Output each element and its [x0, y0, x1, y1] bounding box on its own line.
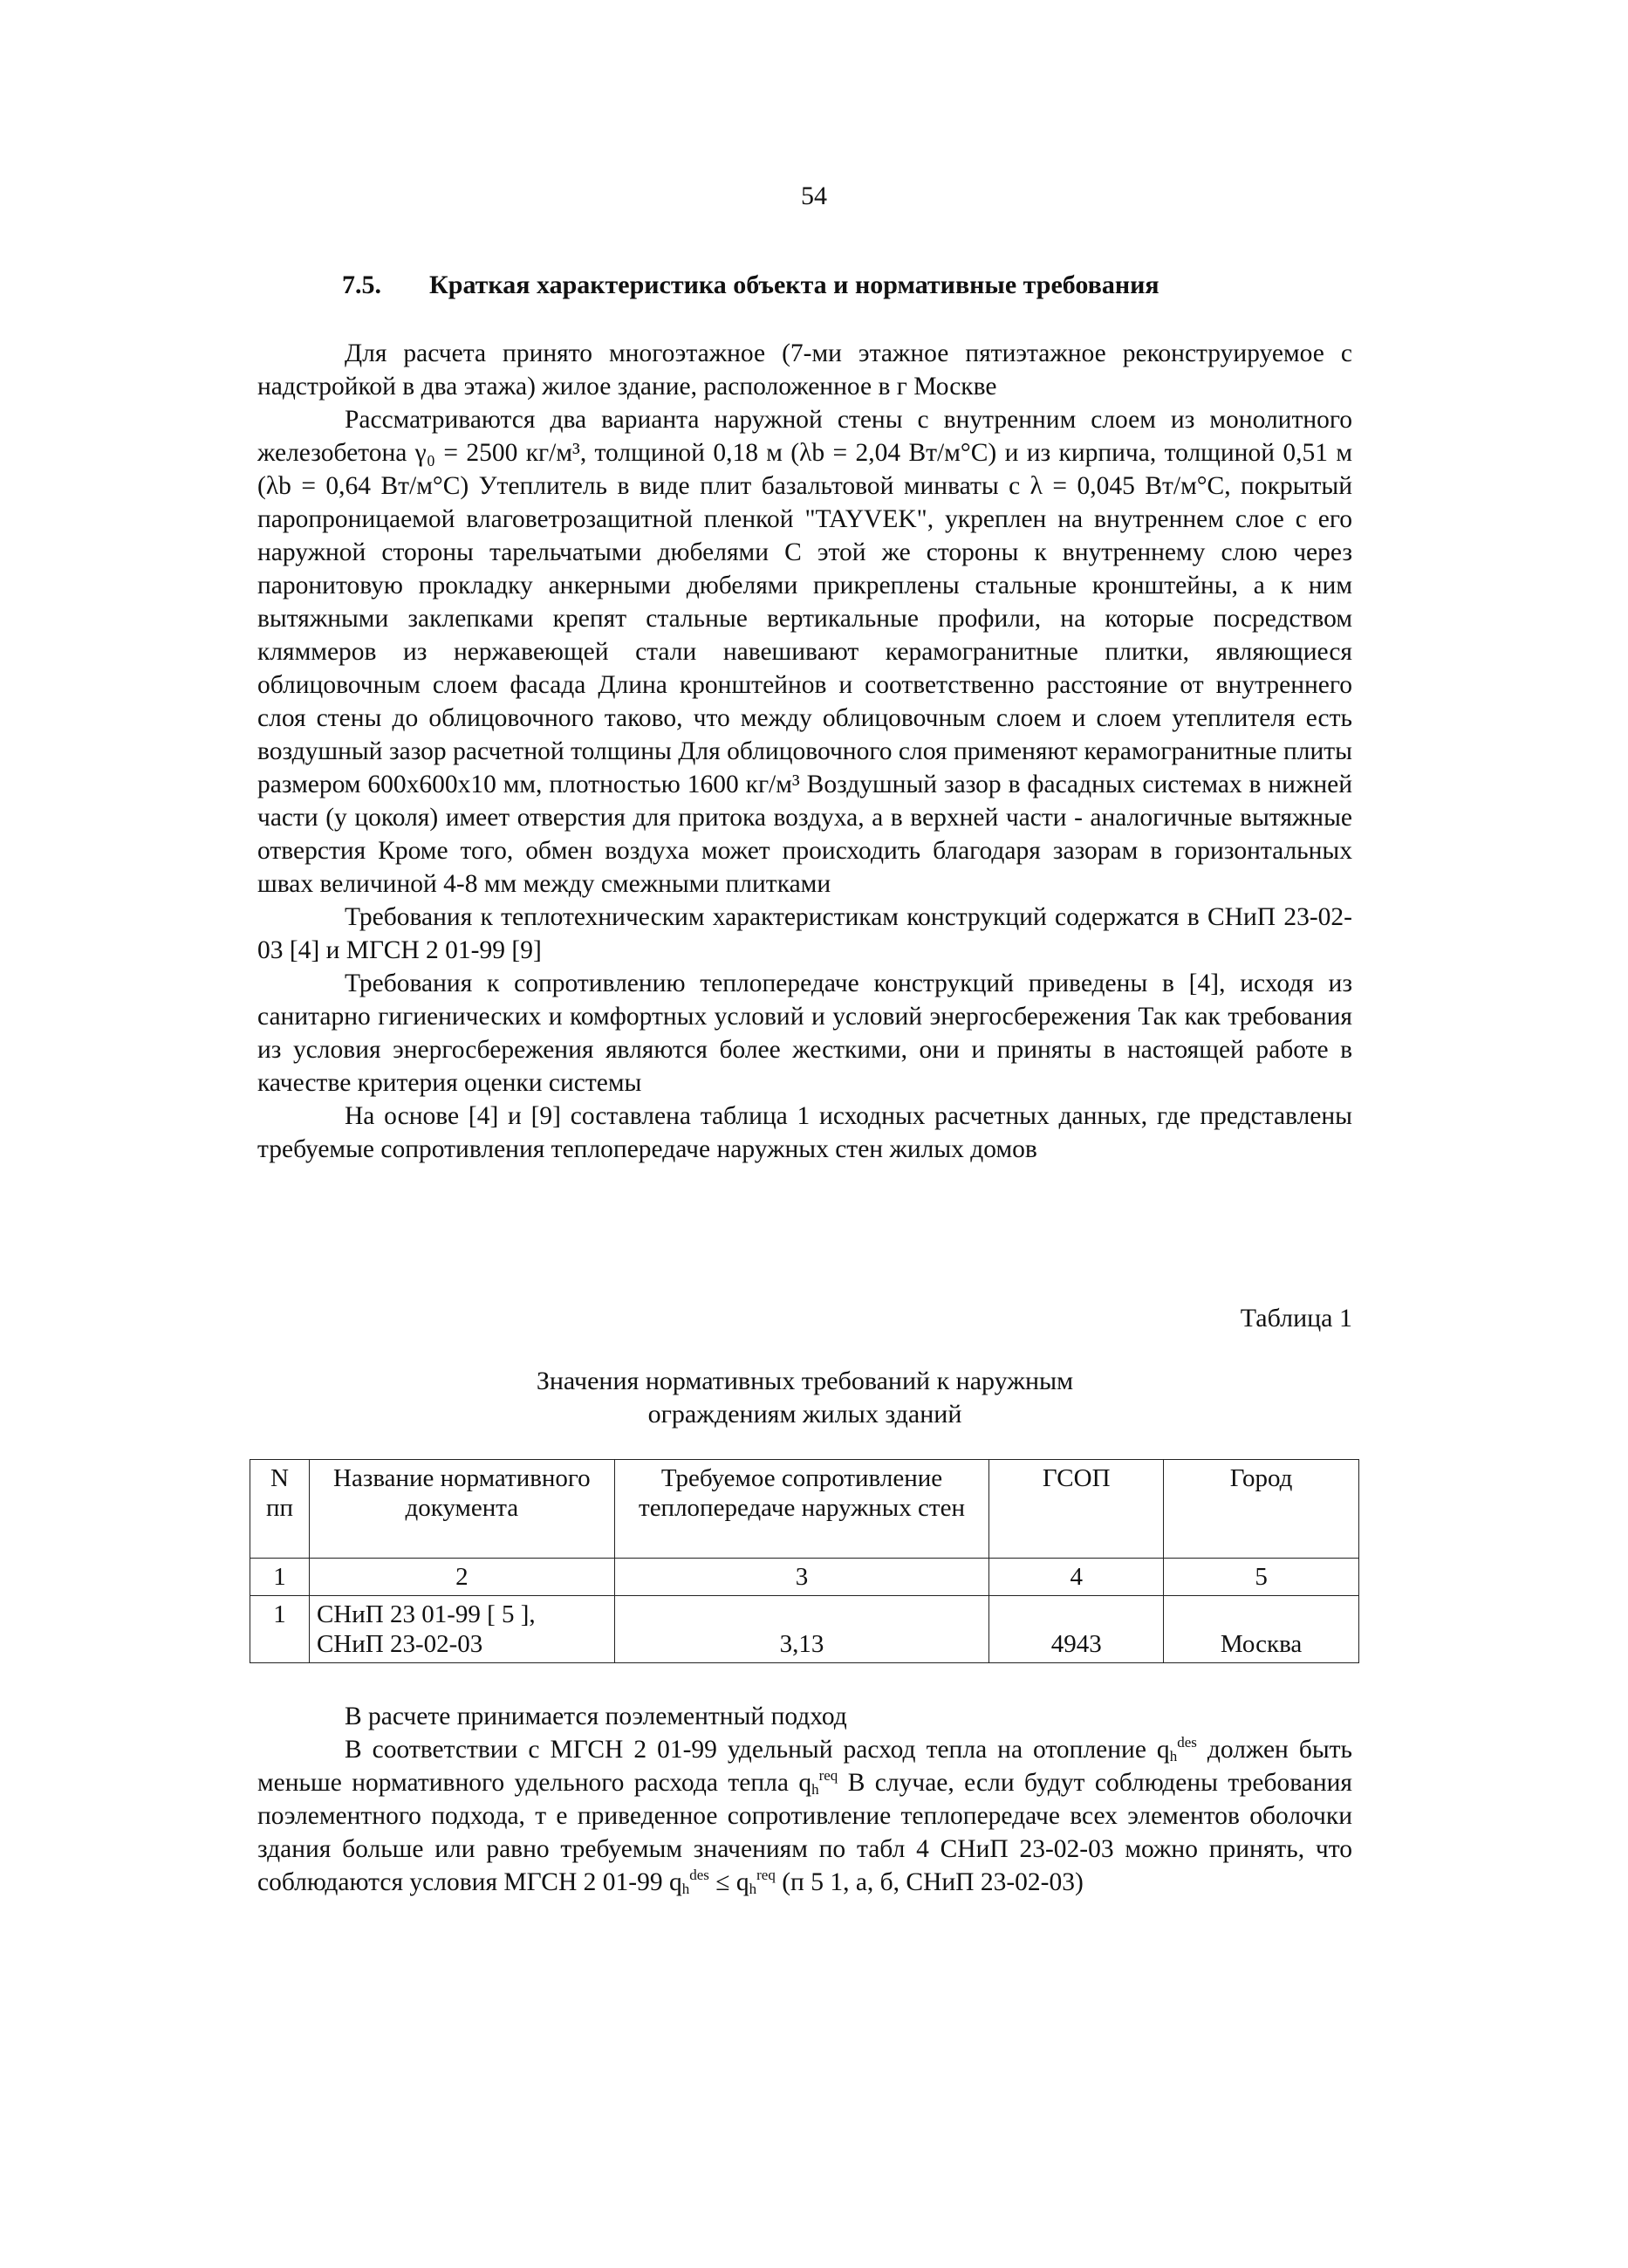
header-city: Город [1164, 1460, 1359, 1559]
section-heading [342, 271, 1159, 300]
header-resistance: Требуемое сопротивление теплопередаче наружных стен [614, 1460, 989, 1559]
paragraph-thermal-requirements: Требования к теплотехническим характеристикам конструкций содержатся в СНиП 23-02-03 [4] и МГСН 2 01-99 [9] [257, 903, 1352, 964]
row-gsop: 4943 [989, 1596, 1164, 1663]
table-title-line1: Значения нормативных требований к наружным [536, 1367, 1074, 1395]
intro-text [257, 337, 1352, 1166]
row-city: Москва [1164, 1596, 1359, 1663]
col-number: 1 [250, 1559, 310, 1596]
table-column-number-row [250, 1559, 1359, 1596]
col-number: 2 [309, 1559, 614, 1596]
col-number: 5 [1164, 1559, 1359, 1596]
table-header-row [250, 1460, 1359, 1559]
table-title [257, 1365, 1352, 1431]
table-row [250, 1596, 1359, 1663]
paragraph-heat-consumption: В соответствии с МГСН 2 01-99 удельный расход тепла на отопление $q_h^{des}$ должен быть меньше нормативного удельного расхода тепла $q_h^{req}$ В случае, если будут соблюдены требования поэлементного подхода, т е приведенное сопротивление теплопередаче всех элементов оболочки здания больше или равно требуемым значениям по табл 4 СНиП 23-02-03 можно принять, что соблюдаются условия МГСН 2 01-99 $q_h^{des} \le q_h^{req}$ (п 5 1, а, б, СНиП 23-02-03) [257, 1734, 1353, 1897]
header-n: N пп [250, 1460, 310, 1559]
paragraph-approach: В расчете принимается поэлементный подход [345, 1703, 847, 1730]
paragraph-table-intro: На основе [4] и [9] составлена таблица 1 исходных расчетных данных, где представлены требуемые сопротивления теплопередаче наружных стен жилых домов [257, 1102, 1352, 1163]
row-n: 1 [250, 1596, 310, 1663]
table-title-line2: ограждениям жилых зданий [647, 1400, 962, 1429]
row-document [309, 1596, 614, 1663]
section-number: 7.5. [342, 271, 381, 299]
paragraph-resistance-requirements: Требования к сопротивлению теплопередаче конструкций приведены в [4], исходя из санитарно гигиенических и комфортных условий и условий энергосбережения Так как требования из условия энергосбережения являются более жесткими, они и приняты в настоящей работе в качестве критерия оценки системы [257, 970, 1352, 1097]
after-table-text [257, 1700, 1352, 1899]
header-gsop: ГСОП [989, 1460, 1164, 1559]
section-title: Краткая характеристика объекта и нормативные требования [429, 271, 1159, 299]
col-number: 3 [614, 1559, 989, 1596]
row-resistance: 3,13 [614, 1596, 989, 1663]
col-number: 4 [989, 1559, 1164, 1596]
row-document-line2: СНиП 23-02-03 [316, 1630, 483, 1658]
paragraph-building: Для расчета принято многоэтажное (7-ми этажное пятиэтажное реконструируемое с надстройкой в два этажа) жилое здание, расположенное в г Москве [257, 339, 1352, 401]
page-number: 54 [801, 182, 827, 210]
table-label: Таблица 1 [1240, 1304, 1352, 1333]
norms-table [250, 1459, 1359, 1663]
row-document-line1: СНиП 23 01-99 [ 5 ], [316, 1600, 536, 1628]
paragraph-wall-variants: Рассматриваются два варианта наружной стены с внутренним слоем из монолитного железобетона γ₀ = 2500 кг/м³, толщиной 0,18 м (λb = 2,04 Вт/м°С) и из кирпича, толщиной 0,51 м (λb = 0,64 Вт/м°С) Утеплитель в виде плит базальтовой минваты с λ = 0,045 Вт/м°С, покрытый паропроницаемой влаговетрозащитной пленкой "TAYVEK", укреплен на внутреннем слое с его наружной стороны тарельчатыми дюбелями С этой же стороны к внутреннему слою через паронитовую прокладку анкерными дюбелями прикреплены стальные кронштейны, а к ним вытяжными заклепками крепят стальные вертикальные профили, на которые посредством кляммеров из нержавеющей стали навешивают керамогранитные плитки, являющиеся облицовочным слоем фасада Длина кронштейнов и соответственно расстояние от внутреннего слоя стены до облицовочного таково, что между облицовочным слоем и слоем утеплителя есть воздушный зазор расчетной толщины Для облицовочного слоя применяют керамогранитные плиты размером 600х600х10 мм, плотностью 1600 кг/м³ Воздушный зазор в фасадных системах в нижней части (у цоколя) имеет отверстия для притока воздуха, а в верхней части - аналогичные вытяжные отверстия Кроме того, обмен воздуха может происходить благодаря зазорам в горизонтальных швах величиной 4-8 мм между смежными плитками [257, 406, 1352, 898]
header-document: Название нормативного документа [309, 1460, 614, 1559]
